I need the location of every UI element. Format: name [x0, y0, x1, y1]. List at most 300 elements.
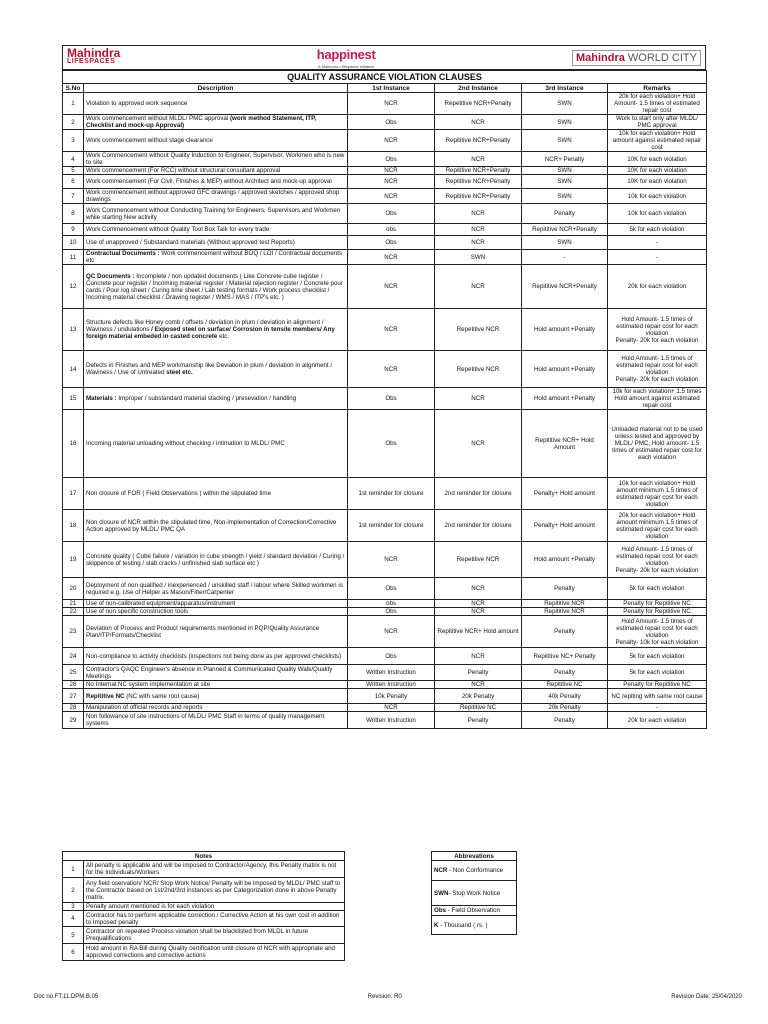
- cell-3rd-instance: [522, 542, 608, 578]
- remarks-text: 20k for each violation+ Hold amount minimum 1.5 times of estimated repair cost for each violation: [616, 511, 698, 540]
- sno-text: 24: [69, 652, 77, 660]
- table-row: [63, 478, 707, 510]
- cell-remarks: [608, 93, 707, 115]
- abbreviation-cell: [432, 906, 517, 916]
- cell-1st-instance: [348, 265, 435, 309]
- cell-1st-instance: [348, 309, 435, 351]
- sno-text: 14: [69, 365, 77, 373]
- note-number: 5: [63, 927, 84, 944]
- note-text: Hold amount in RA Bill during Quality certification until closure of NCR with appropriate and approved corrections and corrective actions: [84, 944, 345, 961]
- table-row: [63, 388, 707, 410]
- remarks-text: 10K for each violation: [627, 155, 687, 163]
- cell-sno: [63, 236, 84, 250]
- cell-remarks: [608, 689, 707, 704]
- table-row: [63, 309, 707, 351]
- logo-left-main: Mahindra: [67, 46, 121, 60]
- instance-text: Obs: [385, 118, 397, 126]
- logo-right-text: WORLD CITY: [627, 51, 697, 64]
- instance-text: Repetitive NCR+Penalty: [444, 100, 512, 107]
- instance-text: NCR: [471, 210, 485, 217]
- description-text: Work Commencement without Conducting Training for Engineers, Supervisors and Workmen while starting New activity: [86, 206, 341, 221]
- cell-remarks: [608, 204, 707, 224]
- instance-text: NCR: [384, 100, 398, 107]
- cell-1st-instance: [348, 648, 435, 665]
- cell-3rd-instance: [522, 712, 608, 729]
- cell-2nd-instance: [435, 665, 522, 681]
- cell-sno: [63, 167, 84, 175]
- remarks-text: 10k for each violation+ Hold amount against estimated repair cost: [612, 130, 702, 151]
- cell-1st-instance: [348, 689, 435, 704]
- cell-description: [84, 542, 348, 578]
- description-text: Use of unapproved / Substandard materials (Without approved test Reports): [86, 239, 295, 246]
- description-text: Work commencement (For RCC) without structural consultant approval: [86, 167, 281, 174]
- instance-text: Written Instruction: [366, 681, 416, 688]
- description-text: Deviation of Process and Product requirements mentioned in PQP/Quality Assurance Plan/ITP/Formats/Checklist: [86, 624, 320, 639]
- description-text: Structure defects like Honey comb / offsets / deviation in plum / deviation in alignment / Waviness / undulations: [86, 319, 324, 333]
- instance-text: Obs: [385, 210, 397, 217]
- cell-2nd-instance: [435, 388, 522, 410]
- cell-2nd-instance: [435, 175, 522, 189]
- table-row: [63, 189, 707, 204]
- cell-description: [84, 600, 348, 608]
- remarks-text: Hold Amount- 1.5 times of estimated repair cost for each violation Penalty- 20k for each violation: [615, 315, 699, 344]
- instance-text: NCR: [471, 585, 485, 592]
- remarks-text: 10k for each violation: [627, 210, 687, 217]
- table-row: [63, 665, 707, 681]
- instance-text: NCR: [384, 192, 398, 200]
- cell-description: [84, 167, 348, 175]
- cell-description: [84, 704, 348, 712]
- remarks-text: 20k for each violation: [627, 716, 687, 724]
- cell-2nd-instance: [435, 616, 522, 648]
- cell-1st-instance: [348, 175, 435, 189]
- cell-remarks: [608, 152, 707, 167]
- cell-description: [84, 236, 348, 250]
- remarks-text: 5k for each violation: [629, 652, 685, 660]
- cell-3rd-instance: [522, 351, 608, 388]
- instance-text: Repititive NCR+Penalty: [445, 167, 511, 174]
- abbreviation-meaning: - Field Observation: [446, 907, 501, 914]
- footer-revision: Revision: R0: [367, 994, 402, 1000]
- description-text: Concrete quality ( Cube failure / variation in cube strength / yield / standard deviation / Curing / skippence of testing / slab cracks / unfinished slab surface etc ): [86, 552, 345, 567]
- note-number: 1: [63, 861, 84, 878]
- instance-text: Repititive NC+ Penalty: [533, 652, 596, 660]
- description-after: etc.: [217, 333, 230, 340]
- description-text: Defects in Finishes and MEP workmanship like Deviation in plum / deviation in alignment / Waviness / Use of Untreated: [86, 362, 333, 376]
- note-number: 4: [63, 911, 84, 927]
- note-row: [63, 878, 345, 903]
- instance-text: Repititive NCR+Penalty: [445, 178, 511, 185]
- sno-text: 26: [69, 681, 77, 688]
- remarks-text: 20k for each violation+ Hold Amount- 1.5 times of estimated repair cost: [614, 93, 700, 114]
- note-text: Contractor has to perform applicable correction / Corrective Action at his own cost in addition to Imposed penalty: [84, 911, 345, 927]
- table-row: [63, 204, 707, 224]
- col-header-remarks: Remarks: [608, 84, 707, 93]
- abbreviations-body: [432, 861, 517, 935]
- cell-3rd-instance: [522, 309, 608, 351]
- table-row: [63, 578, 707, 600]
- sno-text: 2: [71, 118, 75, 126]
- cell-2nd-instance: [435, 250, 522, 265]
- cell-1st-instance: [348, 542, 435, 578]
- sno-text: 8: [71, 210, 75, 217]
- abbreviation-key: Obs: [434, 907, 447, 914]
- instance-text: Obs: [385, 239, 397, 246]
- cell-sno: [63, 578, 84, 600]
- cell-sno: [63, 410, 84, 478]
- sno-text: 22: [69, 608, 77, 615]
- cell-3rd-instance: [522, 204, 608, 224]
- instance-text: NCR: [384, 556, 398, 563]
- cell-description: [84, 175, 348, 189]
- description-text: Use of non-calibrated equipment/apparatus/instrument: [86, 600, 236, 607]
- cell-description: [84, 388, 348, 410]
- abbreviation-row: [432, 916, 517, 935]
- cell-2nd-instance: [435, 648, 522, 665]
- cell-1st-instance: [348, 704, 435, 712]
- sno-text: 15: [69, 395, 77, 402]
- remarks-text: 5k for each violation: [629, 226, 685, 233]
- table-row: [63, 224, 707, 236]
- cell-remarks: [608, 665, 707, 681]
- instance-text: 40k Penalty: [548, 692, 581, 700]
- cell-3rd-instance: [522, 681, 608, 689]
- cell-remarks: [608, 224, 707, 236]
- remarks-text: 10k for each violation+ 1.5 times Hold amount against estimated repair cost: [612, 388, 702, 409]
- instance-text: Hold amount +Penalty: [533, 395, 596, 402]
- sno-text: 23: [69, 628, 77, 635]
- note-row: [63, 944, 345, 961]
- cell-remarks: [608, 712, 707, 729]
- cell-1st-instance: [348, 93, 435, 115]
- cell-3rd-instance: [522, 578, 608, 600]
- cell-sno: [63, 510, 84, 542]
- instance-text: Penalty: [554, 669, 575, 676]
- cell-1st-instance: [348, 224, 435, 236]
- description-text: Non-compliance to activity checklists (inspections not being done as per approved checklists): [86, 652, 342, 660]
- logo-right-brand: Mahindra: [575, 51, 625, 64]
- instance-text: 2nd reminder for closure: [444, 522, 512, 529]
- cell-sno: [63, 93, 84, 115]
- cell-remarks: [608, 175, 707, 189]
- instance-text: Penalty: [554, 210, 575, 217]
- cell-2nd-instance: [435, 478, 522, 510]
- cell-sno: [63, 542, 84, 578]
- cell-remarks: [608, 648, 707, 665]
- table-row: [63, 608, 707, 616]
- instance-text: 10k Penalty: [374, 692, 408, 700]
- remarks-text: Hold Amount- 1.5 times of estimated repair cost for each violation Penalty- 20k for each violation: [615, 355, 699, 383]
- cell-1st-instance: [348, 152, 435, 167]
- cell-3rd-instance: [522, 608, 608, 616]
- description-text: Violation to approved work sequence: [86, 100, 188, 107]
- sno-text: 19: [69, 556, 77, 563]
- note-row: [63, 861, 345, 878]
- instance-text: Repetitive NCR: [456, 365, 500, 373]
- remarks-text: 10k for each violation: [627, 192, 687, 200]
- instance-text: SWN: [557, 167, 572, 174]
- cell-2nd-instance: [435, 510, 522, 542]
- cell-1st-instance: [348, 600, 435, 608]
- instance-text: Hold amount +Penalty: [533, 556, 596, 563]
- table-body: [63, 93, 707, 729]
- cell-3rd-instance: [522, 236, 608, 250]
- cell-remarks: [608, 578, 707, 600]
- cell-sno: [63, 608, 84, 616]
- instance-text: Obs: [385, 608, 397, 615]
- cell-3rd-instance: [522, 665, 608, 681]
- table-row: [63, 689, 707, 704]
- footer-doc-no: Doc no.FT.11.DPM.B.05: [34, 994, 99, 1000]
- cell-sno: [63, 478, 84, 510]
- cell-1st-instance: [348, 204, 435, 224]
- cell-2nd-instance: [435, 600, 522, 608]
- cell-description: [84, 510, 348, 542]
- cell-3rd-instance: [522, 175, 608, 189]
- sno-text: 16: [69, 440, 77, 447]
- cell-sno: [63, 665, 84, 681]
- description-text: Non closure of FOR ( Field Observations ) within the stipulated time: [86, 490, 272, 497]
- cell-description: [84, 152, 348, 167]
- table-row: [63, 351, 707, 388]
- abbreviation-cell: [432, 881, 517, 906]
- mahindra-world-city-logo: [572, 50, 701, 66]
- note-row: [63, 903, 345, 911]
- cell-sno: [63, 648, 84, 665]
- cell-remarks: [608, 309, 707, 351]
- description-text: Contractor's QAQC Engineer's absence in Planned & Communicated Quality Walk/Quality Meetings: [86, 665, 333, 680]
- instance-text: Repititive NCR+Penalty: [532, 283, 597, 290]
- abbreviation-cell: [432, 916, 517, 935]
- instance-text: Written Instruction: [366, 716, 416, 724]
- table-row: [63, 115, 707, 130]
- instance-text: 20k Penalty: [461, 692, 495, 700]
- cell-description: [84, 608, 348, 616]
- remarks-text: Unloaded material not to be used unless tested and approved by MLDL/ PMC, Hold amount- 1.5 times of estimated repair cost for each violation: [611, 426, 703, 461]
- note-number: 6: [63, 944, 84, 961]
- cell-1st-instance: [348, 665, 435, 681]
- col-header-1st-instance: 1st Instance: [348, 84, 435, 93]
- instance-text: NCR: [384, 283, 398, 290]
- instance-text: Penalty+ Hold amount: [533, 522, 596, 529]
- instance-text: Obs: [385, 155, 397, 163]
- logo-center-tag: A Mahindra Lifespaces Initiative: [318, 64, 375, 69]
- cell-sno: [63, 704, 84, 712]
- instance-text: Repetitive NCR: [456, 326, 500, 333]
- remarks-text: 10K for each violation: [627, 167, 687, 174]
- remarks-text: 10K for each violation: [627, 178, 687, 185]
- sno-text: 13: [69, 326, 77, 333]
- instance-text: 20k Penalty: [548, 704, 581, 711]
- description-text: No Internal NC system implementation at site: [86, 681, 211, 688]
- instance-text: NCR: [471, 600, 485, 607]
- table-row: [63, 410, 707, 478]
- cell-1st-instance: [348, 616, 435, 648]
- cell-description: [84, 616, 348, 648]
- cell-2nd-instance: [435, 224, 522, 236]
- instance-text: Penalty: [554, 628, 575, 635]
- table-row: [63, 93, 707, 115]
- remarks-text: Work to start only after MLDL/ PMC approval: [615, 115, 699, 129]
- cell-3rd-instance: [522, 93, 608, 115]
- cell-2nd-instance: [435, 351, 522, 388]
- remarks-text: NC repiting with same root cause: [611, 692, 703, 700]
- instance-text: NCR: [384, 628, 398, 635]
- instance-text: Hold amount +Penalty: [533, 326, 596, 333]
- description-text: Deployment of non qualified / inexperienced / unskilled staff / labour where Skilled workmen is required e.g. Use of Helper as Mason/Fitter/Carpenter: [86, 581, 343, 596]
- cell-3rd-instance: [522, 510, 608, 542]
- sno-text: 10: [69, 239, 77, 246]
- cell-sno: [63, 204, 84, 224]
- cell-remarks: [608, 478, 707, 510]
- cell-sno: [63, 250, 84, 265]
- description-text: Work commencement without approved GFC drawings / approved sketches / approved shop drawings: [86, 189, 340, 203]
- cell-remarks: [608, 616, 707, 648]
- abbreviations-table: [431, 851, 517, 935]
- cell-1st-instance: [348, 578, 435, 600]
- cell-description: [84, 712, 348, 729]
- cell-sno: [63, 600, 84, 608]
- instance-text: NCR+ Penalty: [544, 155, 585, 163]
- cell-sno: [63, 388, 84, 410]
- cell-3rd-instance: [522, 478, 608, 510]
- notes-title: Notes: [63, 852, 345, 861]
- table-row: [63, 704, 707, 712]
- cell-1st-instance: [348, 681, 435, 689]
- sno-text: 3: [71, 137, 75, 144]
- instance-text: NCR: [471, 440, 485, 447]
- instance-text: SWN: [557, 239, 572, 246]
- col-header-description: Description: [84, 84, 348, 93]
- cell-2nd-instance: [435, 204, 522, 224]
- instance-text: SWN: [557, 100, 572, 107]
- remarks-text: Penalty for Repititive NC: [623, 600, 691, 607]
- document-title: QUALITY ASSURANCE VIOLATION CLAUSES: [62, 70, 707, 83]
- cell-remarks: [608, 167, 707, 175]
- sno-text: 5: [71, 167, 75, 174]
- instance-text: Repititive NCR+Penalty: [445, 137, 511, 144]
- cell-description: [84, 115, 348, 130]
- remarks-text: Hold Amount- 1.5 times of estimated repair cost for each violation Penalty- 10k for each violation: [615, 617, 699, 646]
- abbreviation-meaning: - Stop Work Notice: [448, 889, 501, 897]
- cell-2nd-instance: [435, 542, 522, 578]
- description-text: Use of non specific construction tools: [86, 608, 189, 615]
- instance-text: 1st reminder for closure: [358, 522, 424, 529]
- instance-text: Repetitive NCR: [456, 556, 500, 563]
- instance-text: NCR: [384, 137, 398, 144]
- footer-revision-date: Revision Date: 25/04/2020: [671, 994, 742, 1000]
- cell-sno: [63, 224, 84, 236]
- cell-2nd-instance: [435, 689, 522, 704]
- remarks-text: -: [655, 253, 659, 261]
- cell-description: [84, 478, 348, 510]
- cell-3rd-instance: [522, 224, 608, 236]
- cell-remarks: [608, 681, 707, 689]
- sno-text: 20: [69, 585, 77, 592]
- cell-sno: [63, 152, 84, 167]
- mahindra-lifespaces-logo: [67, 46, 121, 66]
- table-row: [63, 616, 707, 648]
- instance-text: Repititive NC: [459, 704, 497, 711]
- instance-text: Repititive NC: [546, 681, 583, 688]
- cell-remarks: [608, 510, 707, 542]
- cell-1st-instance: [348, 388, 435, 410]
- instance-text: SWN: [557, 137, 572, 144]
- instance-text: NCR: [384, 167, 398, 174]
- description-text: Work commencement without stage clearance: [86, 137, 213, 144]
- cell-2nd-instance: [435, 189, 522, 204]
- instance-text: NCR: [471, 652, 485, 660]
- instance-text: 1st reminder for closure: [358, 490, 424, 497]
- cell-2nd-instance: [435, 578, 522, 600]
- instance-text: Penalty+ Hold amount: [533, 490, 596, 497]
- cell-2nd-instance: [435, 704, 522, 712]
- cell-remarks: [608, 542, 707, 578]
- logo-center-main: happinest: [316, 47, 376, 62]
- sno-text: 27: [69, 692, 77, 700]
- table-row: [63, 600, 707, 608]
- happinest-logo: [317, 46, 376, 69]
- table-row: [63, 236, 707, 250]
- note-text: Contractor on repeated Process violation shall be blacklisted from MLDL in future Prequalifications: [84, 927, 345, 944]
- cell-remarks: [608, 410, 707, 478]
- instance-text: Obs: [385, 440, 397, 447]
- cell-1st-instance: [348, 608, 435, 616]
- instance-text: NCR: [471, 118, 485, 126]
- sno-text: 11: [69, 253, 77, 261]
- col-header-sno: S.No: [63, 84, 84, 93]
- cell-remarks: [608, 600, 707, 608]
- description-text: Non closure of NCR within the stipulated time, Non-implementation of Correction/Corrective Action approved by MLDL/ PMC QA: [86, 518, 337, 533]
- cell-1st-instance: [348, 130, 435, 152]
- note-text: Any field oservation/ NCR/ Stop Work Notice/ Penalty will be imposed by MLDL/ PMC staff to the Contractor based on 1st/2nd/3rd instances as per Categorization done in above Penalty matrix.: [84, 878, 345, 903]
- cell-sno: [63, 189, 84, 204]
- remarks-text: Penalty for Repititive NC: [623, 681, 691, 688]
- cell-3rd-instance: [522, 410, 608, 478]
- instance-text: SWN: [557, 192, 572, 200]
- cell-description: [84, 681, 348, 689]
- sno-text: 18: [69, 522, 77, 529]
- note-text: Penalty amount mentioned is for each violation: [84, 903, 345, 911]
- cell-remarks: [608, 115, 707, 130]
- description-text: Incomplete / non updated documents ( Like Concrete cube register / Concrete pour register / Incoming material register / Material rejection register / Concrete pour cards / Pour log sheet / Curing time sheet / Lab testing formats / Work process checklist / Incoming material checklist / Drawing register / WMS / MAS / ITP's etc. ): [86, 272, 343, 301]
- instance-text: obs: [386, 226, 396, 233]
- cell-sno: [63, 351, 84, 388]
- abbreviation-row: [432, 881, 517, 906]
- remarks-text: 5k for each violation: [629, 669, 685, 676]
- cell-description: [84, 204, 348, 224]
- sno-text: 1: [71, 100, 75, 107]
- instance-text: Repititive NCR+Penalty: [532, 226, 597, 233]
- cell-3rd-instance: [522, 648, 608, 665]
- description-text: Incoming material unloading without checking / intimation to MLDL/ PMC: [86, 440, 285, 447]
- instance-text: Written Instruction: [366, 669, 416, 676]
- sno-text: 6: [71, 178, 75, 185]
- instance-text: NCR: [384, 326, 398, 333]
- abbreviation-meaning: - Non Conformance: [447, 867, 504, 874]
- violation-table: [62, 70, 707, 729]
- table-row: [63, 167, 707, 175]
- footer: [34, 994, 742, 1000]
- cell-3rd-instance: [522, 616, 608, 648]
- instance-text: SWN: [557, 118, 572, 126]
- sno-text: 17: [69, 490, 77, 497]
- instance-text: 2nd reminder for closure: [444, 490, 512, 497]
- sno-text: 7: [71, 192, 75, 200]
- cell-description: [84, 648, 348, 665]
- cell-2nd-instance: [435, 93, 522, 115]
- note-number: 3: [63, 903, 84, 911]
